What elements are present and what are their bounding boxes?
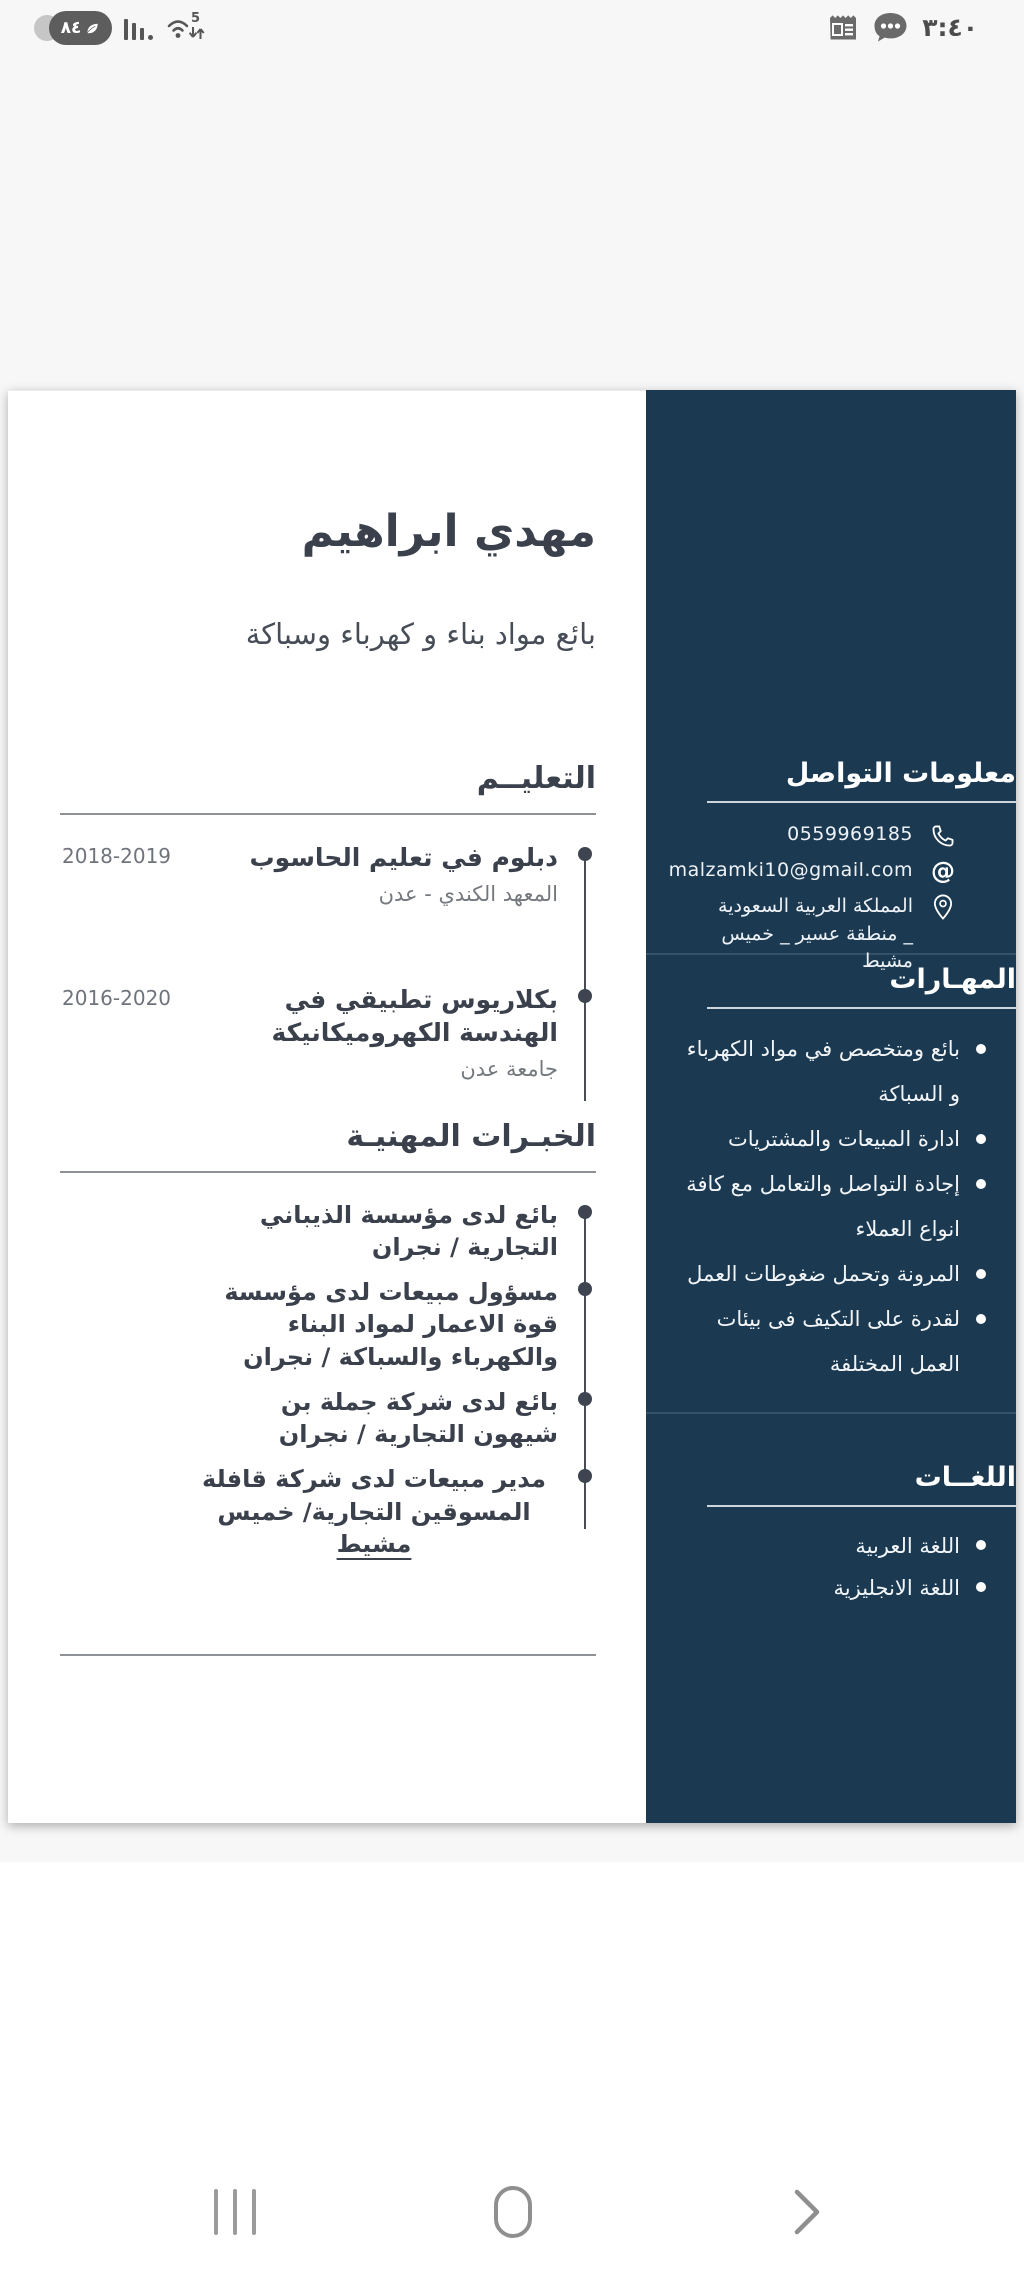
- skills-list: [672, 1027, 960, 1387]
- location-pin-icon: [928, 893, 958, 921]
- power-save-leaf-icon: [85, 21, 100, 36]
- cv-main-column: [8, 390, 646, 1823]
- nav-back-button[interactable]: [792, 2188, 822, 2240]
- skill-item: بائع ومتخصص في مواد الكهرباء و السباكة: [672, 1027, 960, 1117]
- notes-notification-icon: [826, 11, 859, 44]
- experience-entry: مدير مبيعات لدى شركة قافلة المسوقين التجارية/ خميس مشيط: [190, 1463, 596, 1561]
- experience-timeline: [60, 1199, 596, 1561]
- experience-entry: بائع لدى شركة جملة بن شيهون التجارية / نجران: [190, 1386, 596, 1451]
- education-timeline: [60, 841, 596, 1081]
- underlined-text: مشيط: [336, 1530, 412, 1559]
- cv-sidebar: [646, 390, 1016, 1823]
- cv-document-page: [8, 390, 1016, 1823]
- mobile-network-5g-icon: [165, 10, 205, 46]
- contact-section: [646, 758, 1016, 986]
- experience-entry: مسؤول مبيعات لدى مؤسسة قوة الاعمار لمواد البناء والكهرباء والسباكة / نجران: [190, 1276, 596, 1374]
- signal-strength-icon: [124, 16, 153, 40]
- status-bar: [0, 8, 1024, 48]
- languages-list: [672, 1525, 960, 1609]
- education-heading: التعليــم: [60, 760, 596, 815]
- education-section: [60, 760, 596, 1081]
- bottom-divider: [60, 1654, 596, 1656]
- degree-title: دبلوم في تعليم الحاسوب: [249, 842, 558, 872]
- messages-notification-icon: [872, 10, 909, 45]
- skills-section: [646, 964, 1016, 1387]
- school-name: المعهد الكندي - عدن: [378, 881, 558, 906]
- location-line-1: المملكة العربية السعودية: [718, 895, 913, 918]
- date-range: 2018-2019: [62, 843, 172, 868]
- school-name: جامعة عدن: [460, 1056, 558, 1081]
- clock-time: ٣:٤٠: [922, 13, 978, 42]
- contact-phone: 0559969185: [787, 823, 913, 846]
- education-entry: [60, 841, 596, 906]
- date-range: 2016-2020: [62, 985, 172, 1010]
- sidebar-block-seam: [646, 1412, 1016, 1414]
- skill-item: ادارة المبيعات والمشتريات: [672, 1117, 960, 1162]
- skill-item: لقدرة على التكيف فى بيئات العمل المختلفة: [672, 1297, 960, 1387]
- timeline-dot-icon: [578, 1205, 592, 1219]
- skill-item: إجادة التواصل والتعامل مع كافة انواع العملاء: [672, 1162, 960, 1252]
- skill-item: المرونة وتحمل ضغوطات العمل: [672, 1252, 960, 1297]
- contact-email: malzamki10@gmail.com: [668, 859, 913, 882]
- nav-recent-apps-button[interactable]: [214, 2189, 256, 2235]
- phone-icon: [928, 823, 958, 849]
- timeline-dot-icon: [578, 989, 592, 1003]
- experience-section: [60, 1118, 596, 1573]
- status-left-cluster: [34, 10, 205, 46]
- experience-heading: الخبـرات المهنيـة: [60, 1118, 596, 1173]
- languages-section: [646, 1462, 1016, 1609]
- skills-heading: المهـارات: [707, 964, 1016, 1009]
- degree-title: بكلاريوس تطبيقي في الهندسة الكهروميكانيكة: [271, 984, 558, 1047]
- location-line-2: _ منطقة عسير _ خميس مشيط: [721, 922, 913, 973]
- status-right-cluster: [826, 10, 978, 45]
- battery-percent: ٨٤: [60, 18, 82, 38]
- contact-heading: معلومات التواصل: [707, 758, 1016, 803]
- email-at-icon: @: [931, 857, 955, 886]
- experience-entry: بائع لدى مؤسسة الذيباني التجارية / نجران: [190, 1199, 596, 1264]
- timeline-dot-icon: [578, 1282, 592, 1296]
- battery-indicator: [34, 11, 112, 45]
- language-item: اللغة العربية: [672, 1525, 960, 1567]
- timeline-dot-icon: [578, 847, 592, 861]
- timeline-dot-icon: [578, 1469, 592, 1483]
- timeline-dot-icon: [578, 1392, 592, 1406]
- svg-text:5: 5: [191, 11, 201, 26]
- languages-heading: اللغــات: [707, 1462, 1016, 1507]
- cv-job-title: بائع مواد بناء و كهرباء وسباكة: [245, 617, 596, 651]
- education-entry: [60, 983, 596, 1081]
- contact-email-row: [668, 857, 958, 886]
- contact-phone-row: [672, 823, 958, 849]
- language-item: اللغة الانجليزية: [672, 1567, 960, 1609]
- nav-home-button[interactable]: [494, 2186, 532, 2238]
- cv-name: مهدي ابراهيم: [301, 506, 596, 557]
